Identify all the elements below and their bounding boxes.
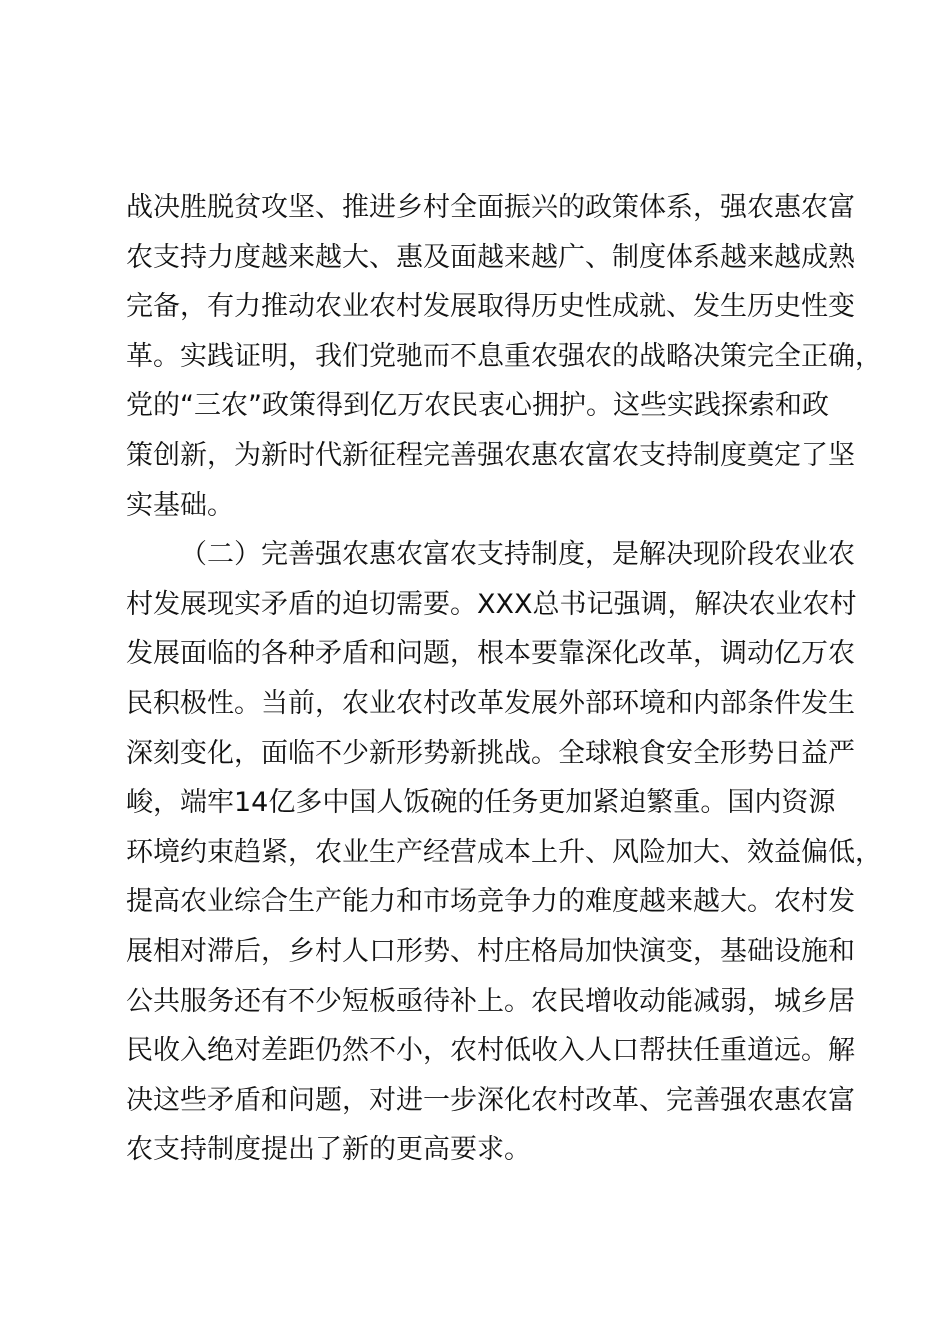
text-line: 公共服务还有不少短板亟待补上。农民增收动能减弱，城乡居 — [126, 985, 855, 1017]
text-line: 提高农业综合生产能力和市场竞争力的难度越来越大。农村发 — [126, 886, 855, 918]
text-line: 村发展现实矛盾的迫切需要。XXX总书记强调，解决农业农村 — [126, 588, 857, 620]
text-line: 党的“三农”政策得到亿万农民衷心拥护。这些实践探索和政 — [126, 390, 829, 422]
text-line: 民收入绝对差距仍然不小，农村低收入人口帮扶任重道远。解 — [126, 1035, 855, 1067]
text-line: 农支持制度提出了新的更高要求。 — [126, 1134, 531, 1166]
paragraph-section-2 — [126, 530, 882, 1175]
document-body — [126, 183, 882, 1175]
text-line: 策创新，为新时代新征程完善强农惠农富农支持制度奠定了坚 — [126, 439, 855, 471]
text-line: 决这些矛盾和问题，对进一步深化农村改革、完善强农惠农富 — [126, 1084, 855, 1116]
text-line: 完备，有力推动农业农村发展取得历史性成就、发生历史性变 — [126, 291, 855, 323]
text-line: 发展面临的各种矛盾和问题，根本要靠深化改革，调动亿万农 — [126, 638, 855, 670]
text-line: 展相对滞后，乡村人口形势、村庄格局加快演变，基础设施和 — [126, 935, 855, 967]
text-line: 民积极性。当前，农业农村改革发展外部环境和内部条件发生 — [126, 687, 855, 719]
paragraph-continuation — [126, 183, 882, 530]
section-heading-line: （二）完善强农惠农富农支持制度，是解决现阶段农业农 — [180, 539, 855, 571]
text-line: 深刻变化，面临不少新形势新挑战。全球粮食安全形势日益严 — [126, 737, 855, 769]
text-line: 农支持力度越来越大、惠及面越来越广、制度体系越来越成熟 — [126, 241, 855, 273]
text-line: 战决胜脱贫攻坚、推进乡村全面振兴的政策体系，强农惠农富 — [126, 192, 855, 223]
text-line: 环境约束趋紧，农业生产经营成本上升、风险加大、效益偏低， — [126, 836, 882, 868]
text-line: 峻，端牢14亿多中国人饭碗的任务更加紧迫繁重。国内资源 — [126, 787, 836, 819]
text-line: 革。实践证明，我们党驰而不息重农强农的战略决策完全正确， — [126, 340, 882, 372]
text-line: 实基础。 — [126, 489, 234, 521]
